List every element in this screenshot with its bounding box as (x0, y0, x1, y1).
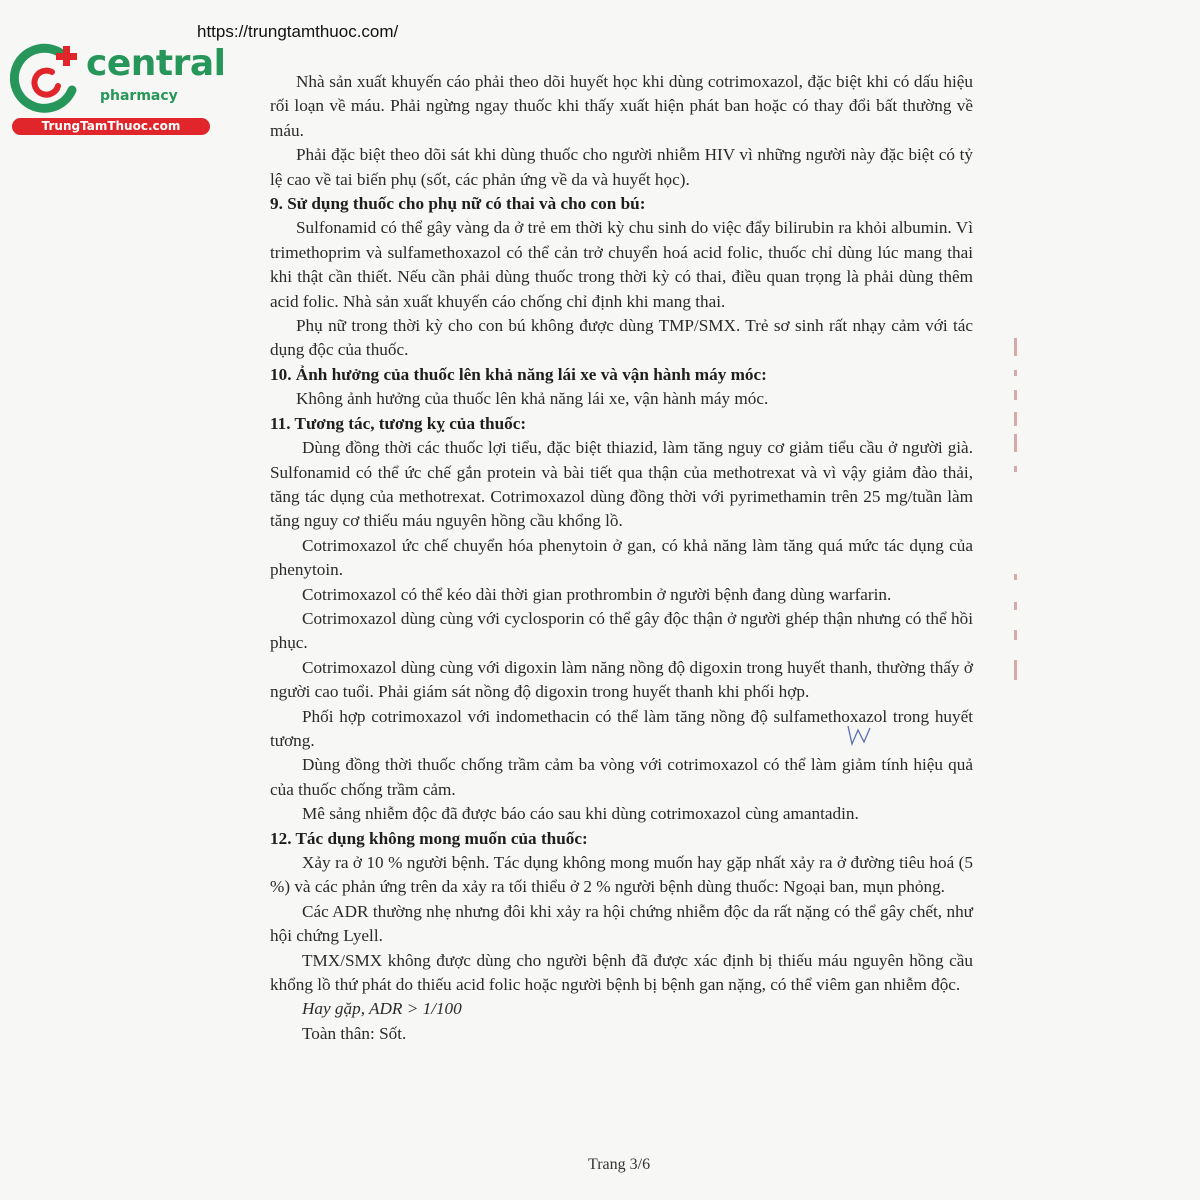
paragraph: Phải đặc biệt theo dõi sát khi dùng thuốc cho người nhiễm HIV vì những người này đặc biệt có tỷ lệ cao về tai biến phụ (sốt, các phản ứng về da và huyết học). (270, 145, 973, 189)
paragraph: Cotrimoxazol dùng cùng với cyclosporin có thể gây độc thận ở người ghép thận nhưng có thể hồi phục. (270, 608, 973, 653)
paragraph: Không ảnh hưởng của thuốc lên khả năng lái xe, vận hành máy móc. (296, 389, 769, 409)
brand-banner: TrungTamThuoc.com (12, 118, 210, 135)
brand-name: central (86, 43, 226, 84)
paragraph: Toàn thân: Sốt. (302, 1023, 407, 1043)
paragraph: Xảy ra ở 10 % người bệnh. Tác dụng không mong muốn hay gặp nhất xảy ra ở đường tiêu hoá (5 %) và các phản ứng trên da xảy ra tối thiểu ở 2 % người bệnh dùng thuốc: Ngoại ban, mụn phỏng. (270, 853, 973, 897)
paragraph: Nhà sản xuất khuyến cáo phải theo dõi huyết học khi dùng cotrimoxazol, đặc biệt khi có dấu hiệu rối loạn về máu. Phải ngừng ngay thuốc khi thấy xuất hiện phát ban hoặc có thay đổi bất thường về máu. (270, 72, 973, 140)
margin-stamp-marks (1006, 330, 1026, 710)
paragraph: Dùng đồng thời thuốc chống trầm cảm ba vòng với cotrimoxazol có thể làm giảm tính hiệu quả của thuốc chống trầm cảm. (270, 755, 973, 799)
section-heading-11: 11. Tương tác, tương kỵ của thuốc: (270, 413, 527, 433)
frequency-label: Hay gặp, ADR > 1/100 (302, 999, 462, 1019)
section-heading-10: 10. Ảnh hưởng của thuốc lên khả năng lái xe và vận hành máy móc: (270, 364, 767, 384)
paragraph: Cotrimoxazol dùng cùng với digoxin làm năng nồng độ digoxin trong huyết thanh, thường thấy ở người cao tuổi. Phải giám sát nồng độ digoxin trong huyết thanh khi phối hợp. (270, 657, 973, 702)
ink-signature-mark (830, 722, 890, 752)
section-heading-12: 12. Tác dụng không mong muốn của thuốc: (270, 828, 588, 848)
paragraph: Phối hợp cotrimoxazol với indomethacin có thể làm tăng nồng độ sulfamethoxazol trong huyết tương. (270, 706, 973, 750)
pharmacy-cross-icon (10, 38, 90, 118)
paragraph: Các ADR thường nhẹ nhưng đôi khi xảy ra hội chứng nhiễm độc da rất nặng có thể gây chết, như hội chứng Lyell. (270, 901, 973, 946)
brand-logo[interactable] (10, 38, 226, 138)
paragraph: Dùng đồng thời các thuốc lợi tiểu, đặc biệt thiazid, làm tăng nguy cơ giảm tiểu cầu ở người già. Sulfonamid có thể ức chế gắn protein và bài tiết qua thận của methotrexat và vì vậy giảm đào thải, tăng tác dụng của methotrexat. Cotrimoxazol dùng đồng thời với pyrimethamin trên 25 mg/tuần làm tăng nguy cơ thiếu máu nguyên hồng cầu khổng lồ. (270, 438, 973, 531)
section-heading-9: 9. Sử dụng thuốc cho phụ nữ có thai và cho con bú: (270, 194, 646, 214)
paragraph: Mê sảng nhiễm độc đã được báo cáo sau khi dùng cotrimoxazol cùng amantadin. (302, 804, 859, 824)
paragraph: TMX/SMX không được dùng cho người bệnh đã được xác định bị thiếu máu nguyên hồng cầu khổng lồ thứ phát do thiếu acid folic hoặc người bệnh bị bệnh gan nặng, có thể viêm gan nhiễm độc. (270, 950, 973, 995)
brand-subtitle: pharmacy (100, 88, 178, 104)
paragraph: Phụ nữ trong thời kỳ cho con bú không được dùng TMP/SMX. Trẻ sơ sinh rất nhạy cảm với tác dụng độc của thuốc. (270, 316, 973, 360)
page-number: Trang 3/6 (588, 1156, 651, 1173)
paragraph: Cotrimoxazol ức chế chuyển hóa phenytoin ở gan, có khả năng làm tăng quá mức tác dụng của phenytoin. (270, 535, 973, 580)
document-body (270, 70, 973, 1046)
paragraph: Cotrimoxazol có thể kéo dài thời gian prothrombin ở người bệnh đang dùng warfarin. (302, 584, 892, 604)
paragraph: Sulfonamid có thể gây vàng da ở trẻ em thời kỳ chu sinh do việc đẩy bilirubin ra khỏi albumin. Vì trimethoprim và sulfamethoxazol có thể cản trở chuyển hoá acid folic, thuốc chỉ dùng lúc mang thai khi thật cần thiết. Nếu cần phải dùng thuốc trong thời kỳ có thai, điều quan trọng là phải dùng thêm acid folic. Nhà sản xuất khuyến cáo chống chỉ định khi mang thai. (270, 218, 973, 311)
source-url[interactable]: https://trungtamthuoc.com/ (197, 22, 399, 41)
